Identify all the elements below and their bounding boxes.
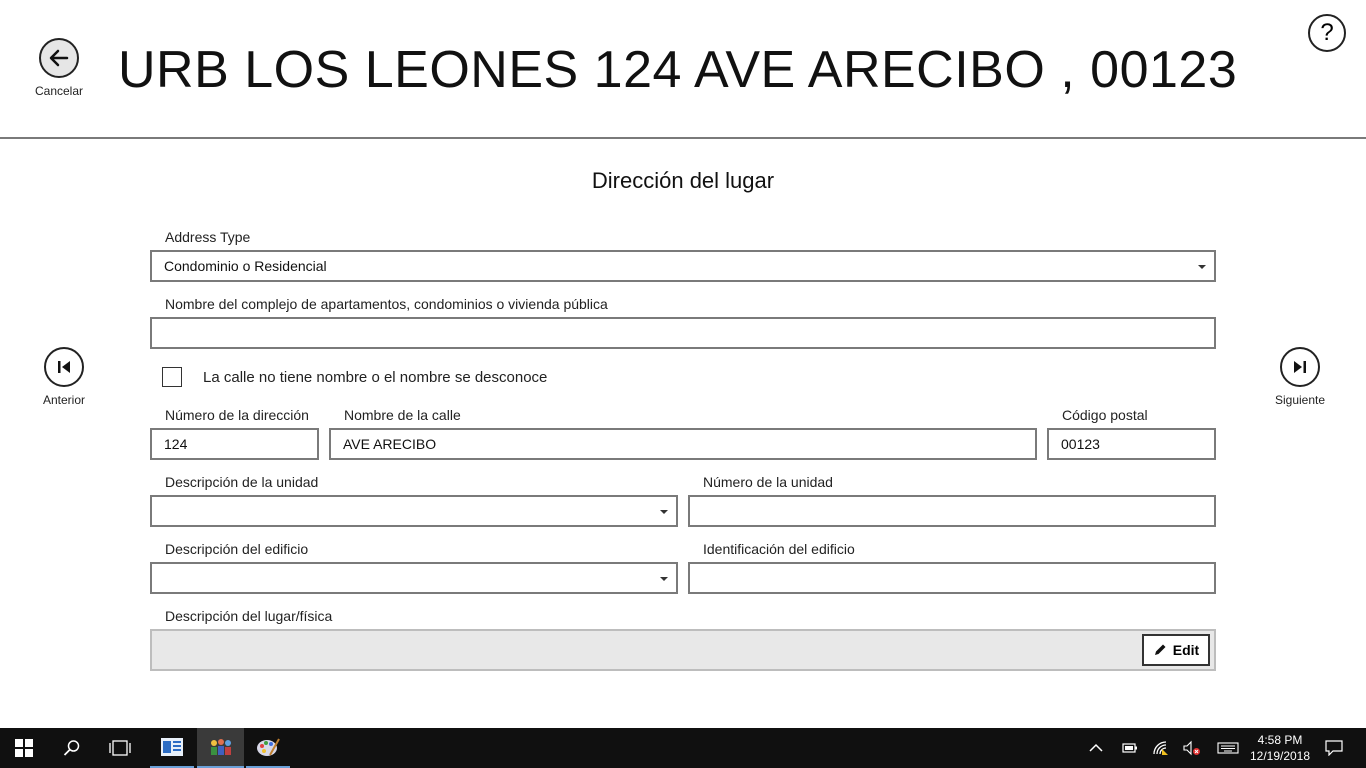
unit-number-input[interactable] [688, 495, 1216, 527]
clock-date: 12/19/2018 [1249, 749, 1311, 763]
skip-previous-icon [44, 347, 84, 387]
building-description-select[interactable] [150, 562, 678, 594]
postal-code-label: Código postal [1062, 407, 1148, 423]
street-name-input[interactable]: AVE ARECIBO [329, 428, 1037, 460]
cancel-label: Cancelar [34, 84, 84, 98]
back-arrow-icon [39, 38, 79, 78]
taskbar-clock[interactable] [1244, 732, 1316, 764]
people-app-icon[interactable] [197, 728, 244, 768]
address-type-value: Condominio o Residencial [164, 258, 327, 274]
pencil-icon [1153, 643, 1167, 657]
task-view-icon[interactable] [98, 728, 142, 768]
building-description-label: Descripción del edificio [165, 541, 309, 557]
street-name-label: Nombre de la calle [344, 407, 461, 423]
paint-app-icon[interactable] [246, 728, 290, 768]
clock-time: 4:58 PM [1257, 733, 1303, 747]
next-button[interactable] [1265, 347, 1335, 407]
search-icon[interactable] [50, 728, 94, 768]
place-description-area [150, 629, 1216, 671]
skip-next-icon [1280, 347, 1320, 387]
postal-code-input[interactable]: 00123 [1047, 428, 1216, 460]
edit-label: Edit [1172, 642, 1200, 658]
place-description-label: Descripción del lugar/física [165, 608, 333, 624]
unit-description-label: Descripción de la unidad [165, 474, 319, 490]
header [0, 0, 1366, 139]
address-number-label: Número de la dirección [165, 407, 309, 423]
chevron-down-icon [660, 577, 668, 581]
no-street-name-label: La calle no tiene nombre o el nombre se desconoce [203, 369, 548, 386]
edit-button[interactable] [1142, 634, 1210, 666]
notification-icon[interactable] [1314, 728, 1354, 768]
help-icon: ? [1320, 19, 1334, 46]
no-street-name-checkbox[interactable] [162, 367, 182, 387]
page-title: URB LOS LEONES 124 AVE ARECIBO , 00123 [118, 41, 1238, 99]
previous-label: Anterior [42, 393, 86, 407]
previous-button[interactable] [29, 347, 99, 407]
section-title: Dirección del lugar [591, 168, 775, 193]
taskbar [0, 728, 1366, 768]
complex-name-input[interactable] [150, 317, 1216, 349]
document-app-icon[interactable] [150, 728, 194, 768]
windows-start-icon[interactable] [2, 728, 46, 768]
chevron-down-icon [1198, 265, 1206, 269]
complex-name-label: Nombre del complejo de apartamentos, condominios o vivienda pública [165, 296, 608, 312]
cancel-button[interactable] [30, 38, 88, 102]
address-type-label: Address Type [165, 229, 251, 245]
keyboard-icon[interactable] [1208, 728, 1248, 768]
help-button[interactable] [1308, 14, 1346, 52]
unit-number-label: Número de la unidad [703, 474, 833, 490]
next-label: Siguiente [1274, 393, 1326, 407]
chevron-down-icon [660, 510, 668, 514]
volume-muted-icon[interactable] [1172, 728, 1212, 768]
address-type-select[interactable] [150, 250, 1216, 282]
building-id-label: Identificación del edificio [703, 541, 855, 557]
building-id-input[interactable] [688, 562, 1216, 594]
unit-description-select[interactable] [150, 495, 678, 527]
address-number-input[interactable]: 124 [150, 428, 319, 460]
